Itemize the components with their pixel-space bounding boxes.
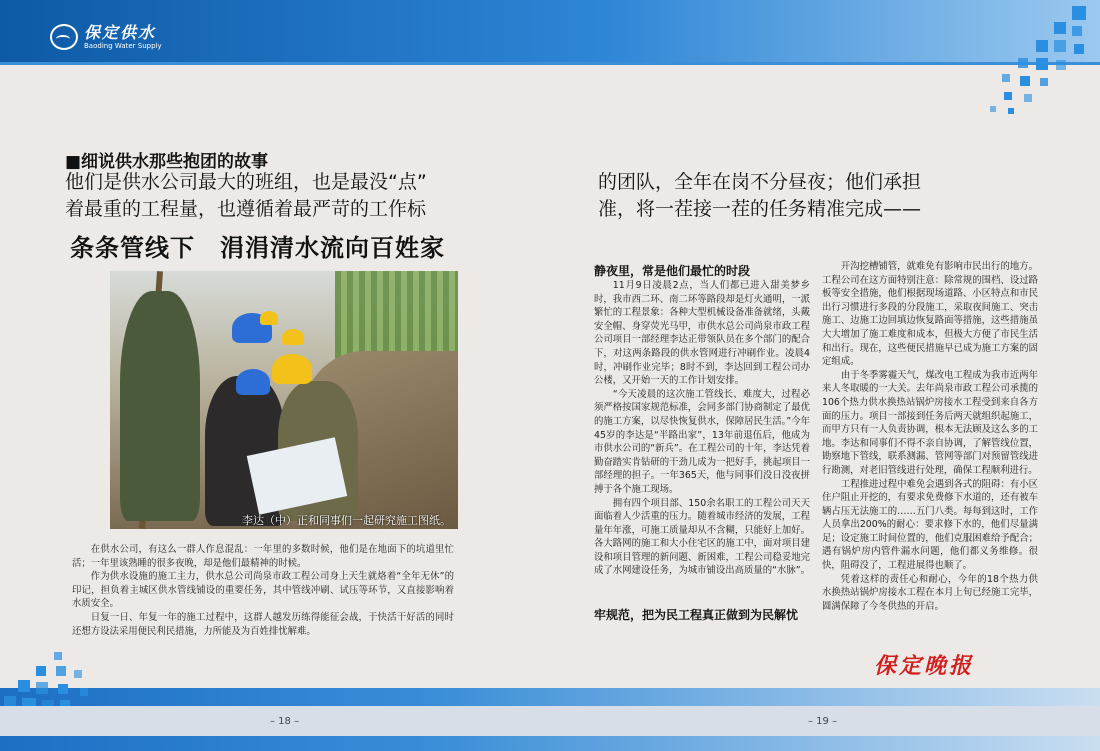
left-column [72,543,454,638]
right-paragraph-4: 凭着这样的责任心和耐心，今年的18个热力供水换热站锅炉房接水工程在本月上旬已经施工完毕，圆满保障了今冬供热的开启。 [822,573,1038,612]
section-1-title: 静夜里，常是他们最忙的时段 [594,264,751,278]
left-paragraph-1: 在供水公司，有这么一群人作息混乱：一年里的多数时候，他们是在地面下的坑道里忙活；一年里该熟睡的很多夜晚，却是他们最精神的时候。 [72,544,454,569]
mid-paragraph-3: 拥有四个项目部、150余名职工的工程公司天天面临着人少活重的压力。随着城市经济的发展，工程量年年涨，可施工质量却从不含糊，只能好上加好。各大路网的施工和大小住宅区的施工中，面对项目建设和项目管理的新问题、新困难，工程公司稳妥地完成了水网建设任务，为城市铺设出高质量的“水脉”。 [594,497,810,577]
section-2-title: 牢规范，把为民工程真正做到为民解忧 [594,608,799,622]
mid-paragraph-1: 11月9日凌晨2点，当人们都已进入甜美梦乡时，我市西二环、南二环等路段却是灯火通明，一派繁忙的工程景象：各种大型机械设备准备就绪，头戴安全帽、身穿荧光马甲，市供水总公司尚泉市政工程公司项目一部经理李达正带领队员在多个部门的配合下，对这两条路段的供水管网进行冲刷作业。凌晨4时，冲刷作业完毕；8时不到，李达回到工程公司办公楼，又开始一天的工作计划安排。 [594,280,810,387]
header-bar [0,0,1100,62]
left-paragraph-2: 作为供水设施的施工主力，供水总公司尚泉市政工程公司身上天生就烙着“全年无休”的印记，担负着主城区供水管线铺设的重要任务，其中管线冲刷、试压等环节，又直接影响着水质安全。 [72,571,454,610]
right-paragraph-2: 由于冬季雾霾天气，煤改电工程成为我市近两年来人冬取暖的一大关。去年尚泉市政工程公司承揽的106个热力供水换热站锅炉房接水工程受到来自各方面的压力。项目一部接到任务后两天就组织起施工，而甲方只有一人负责协调，根本无法顾及这么多的工地。李达和同事们不得不亲自协调，了解管线位置，勘察地下管线，联系测漏、管网等部门对预留管线进行勘测，对老旧管线进行处理，确保工程顺利进行。 [822,369,1038,476]
logo-chinese: 保定供水 [84,22,157,42]
subtitle-right-line-1: 的团队，全年在岗不分昼夜；他们承担 [598,171,922,193]
page-number-left: – 18 – [270,716,300,727]
mid-paragraph-2: “今天凌晨的这次施工管线长、难度大，过程必须严格按国家规范标准，会同多部门协商制定了最优的施工方案，以尽快恢复供水，保障居民生活。”今年45岁的李达是“半路出家”，13年前退伍后，他成为市供水公司的“新兵”。在工程公司的十年，李达凭着勤奋踏实肯钻研的干劲儿成为一把好手，挑起项目一部经理的担子。一年365天，他与同事们没日没夜拼搏于各个施工现场。 [594,388,810,495]
right-paragraph-1: 开沟挖槽铺管，就难免有影响市民出行的地方。工程公司在这方面特别注意：除常规的围档、设过路板等安全措施，他们根据现场道路、小区特点和市民出行习惯进行多段的分段施工，采取夜间施工、突击施工、边施工边回填边恢复路面等措施，这些措施虽大大增加了施工难度和成本，但极大方便了市民生活和出行。现在，这些便民措施早已成为施工方案的固定组成。 [822,261,1038,368]
subtitle-left-line-1: 他们是供水公司最大的班组，也是最没“点” [65,171,427,193]
header-rule [0,62,1100,65]
middle-column [594,279,810,578]
blue-helmet-icon [236,369,270,395]
subtitle-left-line-2: 着最重的工程量，也遵循着最严苛的工作标 [65,198,427,220]
newspaper-signature: 保定晚报 [874,653,975,679]
photo-caption: 李达（中）正和同事们一起研究施工图纸。 [242,514,451,527]
article-title: 条条管线下 涓涓清水流向百姓家 [70,234,445,262]
subtitle-right [598,169,921,223]
photo-worker-left [120,291,200,521]
left-paragraph-3: 日复一日、年复一年的施工过程中，这群人越发历练得能征会战，于快活干好活的同时还想方设法采用便民利民措施，力所能及为百姓排忧解难。 [72,611,454,637]
section-heading: ■细说供水那些抱团的故事 [65,152,269,172]
water-drop-logo-icon [50,24,78,50]
footer-band [0,706,1100,736]
subtitle-right-line-2: 准，将一茬接一茬的任务精准完成—— [598,198,922,220]
yellow-helmet-icon [282,329,304,345]
right-column [822,260,1038,613]
yellow-helmet-icon [260,311,278,325]
yellow-helmet-icon [272,354,312,384]
logo [50,24,162,50]
subtitle-left [65,169,427,223]
right-paragraph-3: 工程推进过程中难免会遇到各式的阻碍：有小区住户阻止开挖的，有要求免费修下水道的，还有被车辆占压无法施工的……五门八类。每每到这时，工作人员拿出200%的耐心：要求修下水的，他们尽量满足；设定施工时间位置的，他们克服困难给予配合；遇有锅炉房内管件漏水问题，他们都义务维修。很快，阻碍没了，工程进展得也顺了。 [822,478,1038,572]
logo-english: Baoding Water Supply [84,41,162,50]
construction-photo [110,271,458,529]
page-number-right: – 19 – [808,716,838,727]
